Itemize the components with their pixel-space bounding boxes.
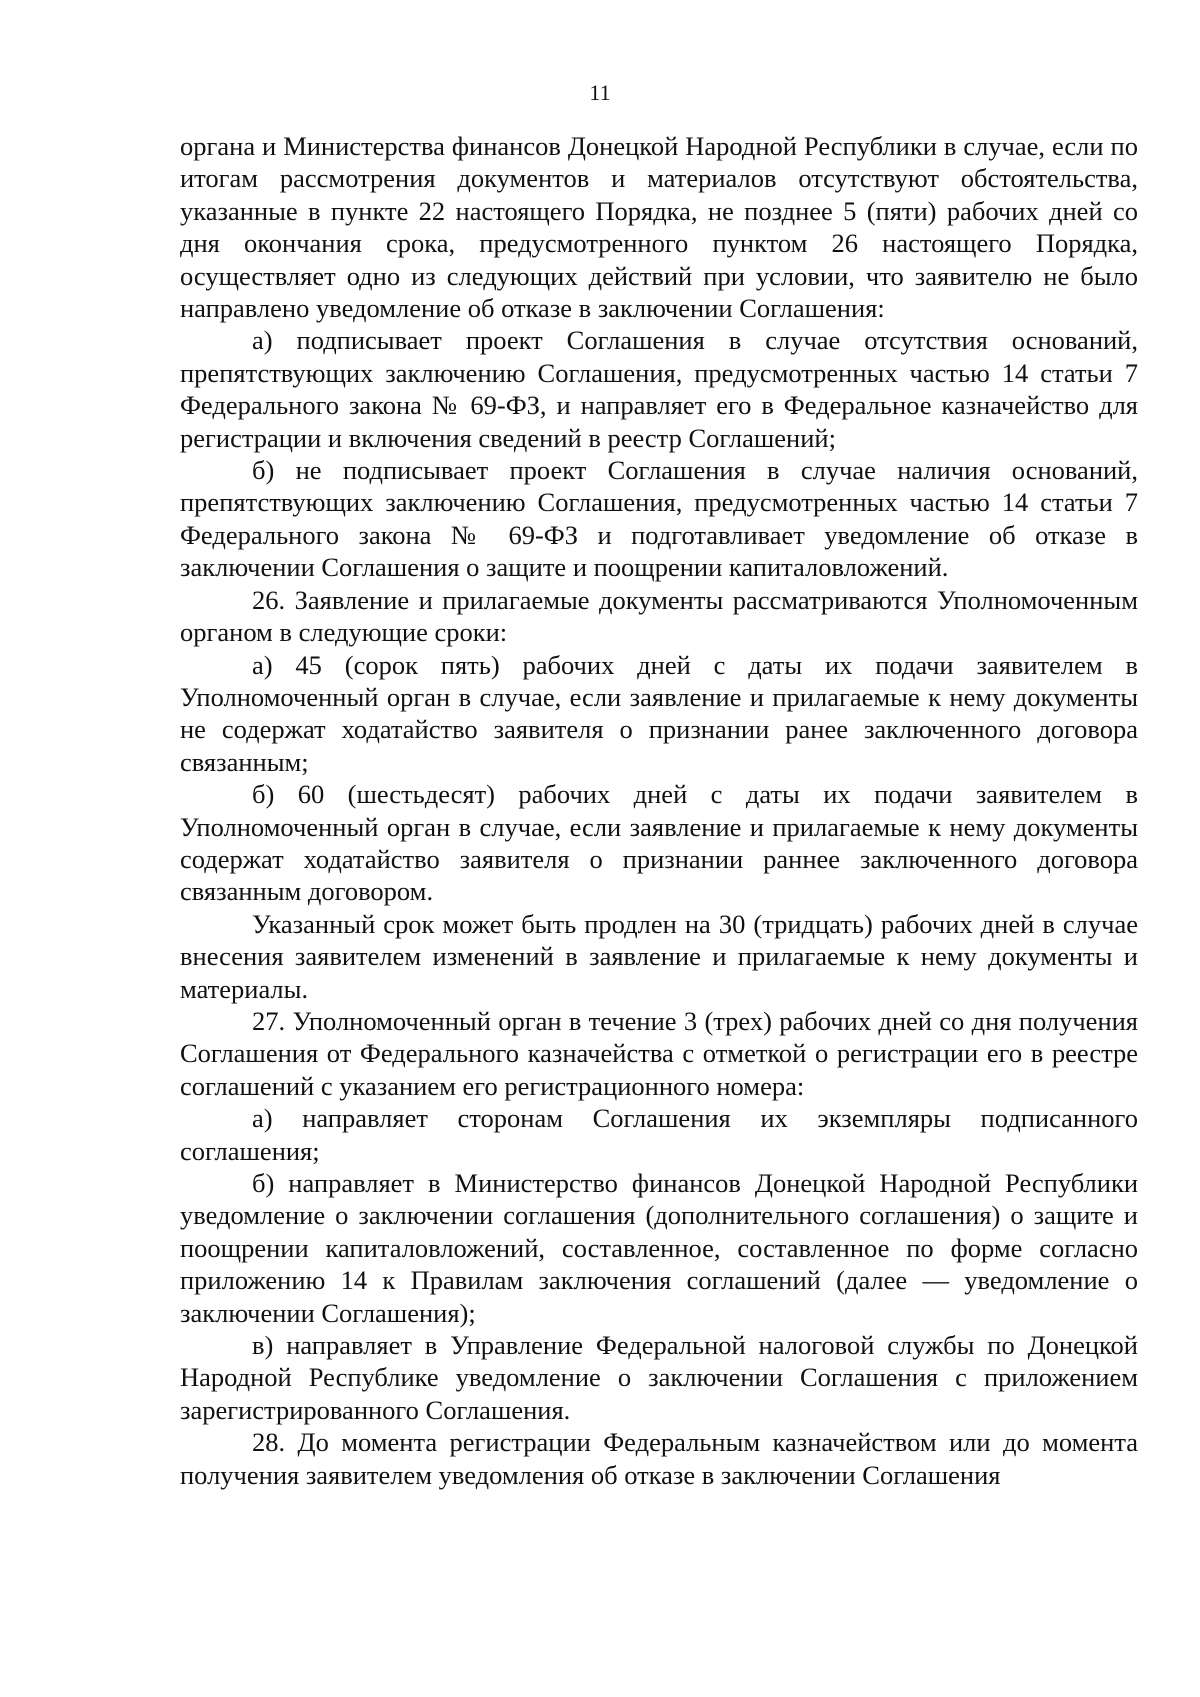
- paragraph: а) подписывает проект Соглашения в случае отсутствия оснований, препятствующих заключению Соглашения, предусмотренных частью 14 статьи 7 Федерального закона № 69-ФЗ, и направляет его в Федеральное казначейство для регистрации и включения сведений в реестр Соглашений;: [180, 325, 1138, 453]
- paragraph: б) не подписывает проект Соглашения в случае наличия оснований, препятствующих заключению Соглашения, предусмотренных частью 14 статьи 7 Федерального закона № 69-ФЗ и подготавливает уведомление об отказе в заключении Соглашения о защите и поощрении капиталовложений.: [180, 455, 1138, 583]
- paragraph: б) направляет в Министерство финансов Донецкой Народной Республики уведомление о заключении соглашения (дополнительного соглашения) о защите и поощрении капиталовложений, составленное, составленное по форме согласно приложению 14 к Правилам заключения соглашений (далее — уведомление о заключении Соглашения);: [180, 1168, 1138, 1328]
- paragraph: Указанный срок может быть продлен на 30 (тридцать) рабочих дней в случае внесения заявителем изменений в заявление и прилагаемые к нему документы и материалы.: [180, 908, 1138, 1004]
- document-body: [180, 130, 1138, 1491]
- paragraph: б) 60 (шестьдесят) рабочих дней с даты их подачи заявителем в Уполномоченный орган в случае, если заявление и прилагаемые к нему документы содержат ходатайство заявителя о признании раннее заключенного договора связанным договором.: [180, 779, 1138, 907]
- page-number: 11: [589, 80, 611, 105]
- paragraph: а) 45 (сорок пять) рабочих дней с даты их подачи заявителем в Уполномоченный орган в случае, если заявление и прилагаемые к нему документы не содержат ходатайство заявителя о признании ранее заключенного договора связанным;: [180, 649, 1138, 777]
- paragraph: органа и Министерства финансов Донецкой Народной Республики в случае, если по итогам рассмотрения документов и материалов отсутствуют обстоятельства, указанные в пункте 22 настоящего Порядка, не позднее 5 (пяти) рабочих дней со дня окончания срока, предусмотренного пунктом 26 настоящего Порядка, осуществляет одно из следующих действий при условии, что заявителю не было направлено уведомление об отказе в заключении Соглашения:: [180, 131, 1138, 324]
- paragraph: 28. До момента регистрации Федеральным казначейством или до момента получения заявителем уведомления об отказе в заключении Соглашения: [180, 1427, 1138, 1490]
- paragraph: 27. Уполномоченный орган в течение 3 (трех) рабочих дней со дня получения Соглашения от Федерального казначейства с отметкой о регистрации его в реестре соглашений с указанием его регистрационного номера:: [180, 1005, 1138, 1101]
- paragraph: в) направляет в Управление Федеральной налоговой службы по Донецкой Народной Республике уведомление о заключении Соглашения с приложением зарегистрированного Соглашения.: [180, 1330, 1138, 1425]
- paragraph: 26. Заявление и прилагаемые документы рассматриваются Уполномоченным органом в следующие сроки:: [180, 584, 1138, 648]
- paragraph: а) направляет сторонам Соглашения их экземпляры подписанного соглашения;: [180, 1103, 1138, 1166]
